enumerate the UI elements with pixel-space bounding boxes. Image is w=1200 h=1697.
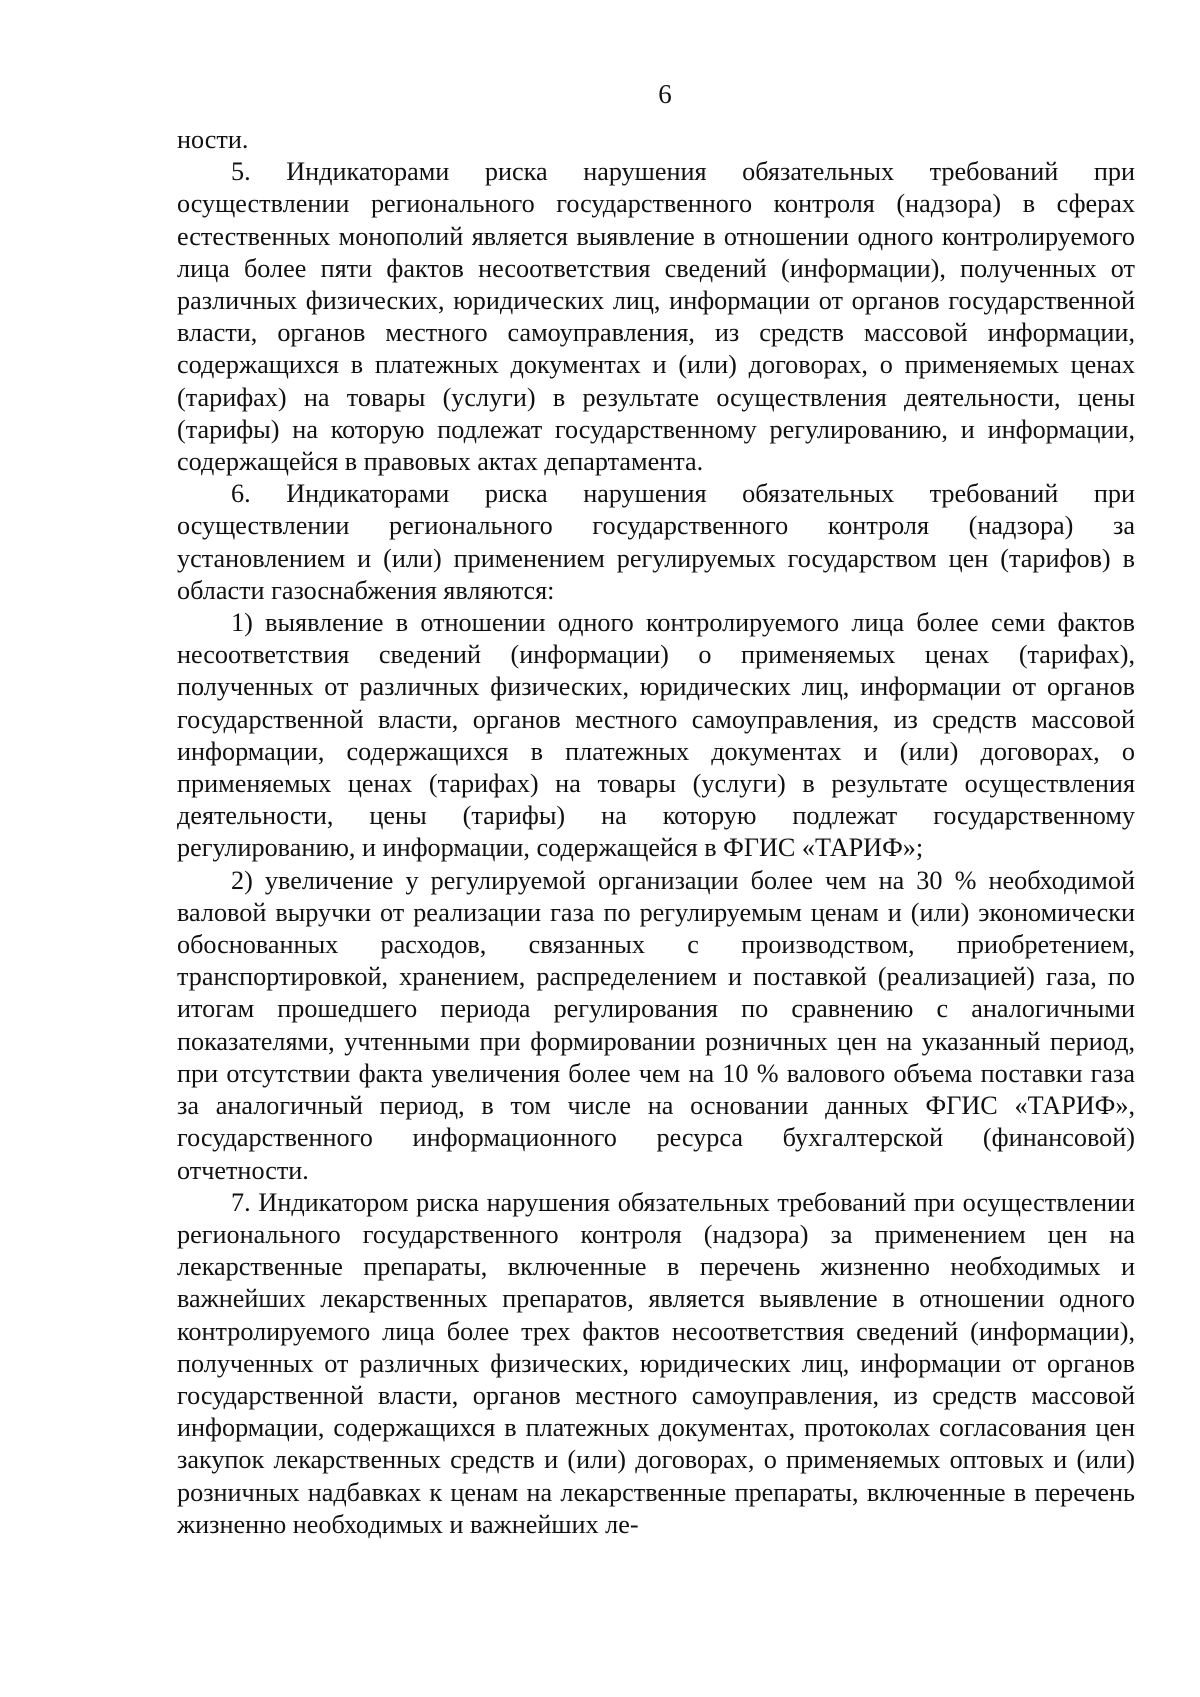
paragraph-item-7: 7. Индикатором риска нарушения обязательных требований при осуществлении регионального государственного контроля (надзора) за применением цен на лекарственные препараты, включенные в перечень жизненно необходимых и важнейших лекарственных препаратов, является выявление в отношении одного контролируемого лица более трех фактов несоответствия сведений (информации), полученных от различных физических, юридических лиц, информации от органов государственной власти, органов местного самоуправления, из средств массовой информации, содержащихся в платежных документах, протоколах согласования цен закупок лекарственных средств и (или) договорах, о применяемых оптовых и (или) розничных надбавках к ценам на лекарственные препараты, включенные в перечень жизненно необходимых и важнейших ле-	[177, 1187, 1135, 1539]
continuation-text: ности.	[177, 125, 249, 154]
paragraph-item-6-1: 1) выявление в отношении одного контролируемого лица более семи фактов несоответствия сведений (информации) о применяемых ценах (тарифах), полученных от различных физических, юридических лиц, информации от органов государственной власти, органов местного самоуправления, из средств массовой информации, содержащихся в платежных документах и (или) договорах, о применяемых ценах (тарифах) на товары (услуги) в результате осуществления деятельности, цены (тарифы) на которую подлежат государственному регулированию, и информации, содержащейся в ФГИС «ТАРИФ»;	[177, 608, 1135, 863]
page-number: 6	[658, 79, 672, 109]
paragraph-item-5: 5. Индикаторами риска нарушения обязательных требований при осуществлении регионального государственного контроля (надзора) в сферах естественных монополий является выявление в отношении одного контролируемого лица более пяти фактов несоответствия сведений (информации), полученных от различных физических, юридических лиц, информации от органов государственной власти, органов местного самоуправления, из средств массовой информации, содержащихся в платежных документах и (или) договорах, о применяемых ценах (тарифах) на товары (услуги) в результате осуществления деятельности, цены (тарифы) на которую подлежат государственному регулированию, и информации, содержащейся в правовых актах департамента.	[177, 157, 1135, 477]
paragraph-item-6-2: 2) увеличение у регулируемой организации более чем на 30 % необходимой валовой выручки от реализации газа по регулируемым ценам и (или) экономически обоснованных расходов, связанных с производством, приобретением, транспортировкой, хранением, распределением и поставкой (реализацией) газа, по итогам прошедшего периода регулирования по сравнению с аналогичными показателями, учтенными при формировании розничных цен на указанный период, при отсутствии факта увеличения более чем на 10 % валового объема поставки газа за аналогичный период, в том числе на основании данных ФГИС «ТАРИФ», государственного информационного ресурса бухгалтерской (финансовой) отчетности.	[177, 865, 1135, 1185]
paragraph-item-6: 6. Индикаторами риска нарушения обязательных требований при осуществлении регионального государственного контроля (надзора) за установлением и (или) применением регулируемых государством цен (тарифов) в области газоснабжения являются:	[177, 479, 1135, 605]
document-body	[177, 124, 1135, 1541]
